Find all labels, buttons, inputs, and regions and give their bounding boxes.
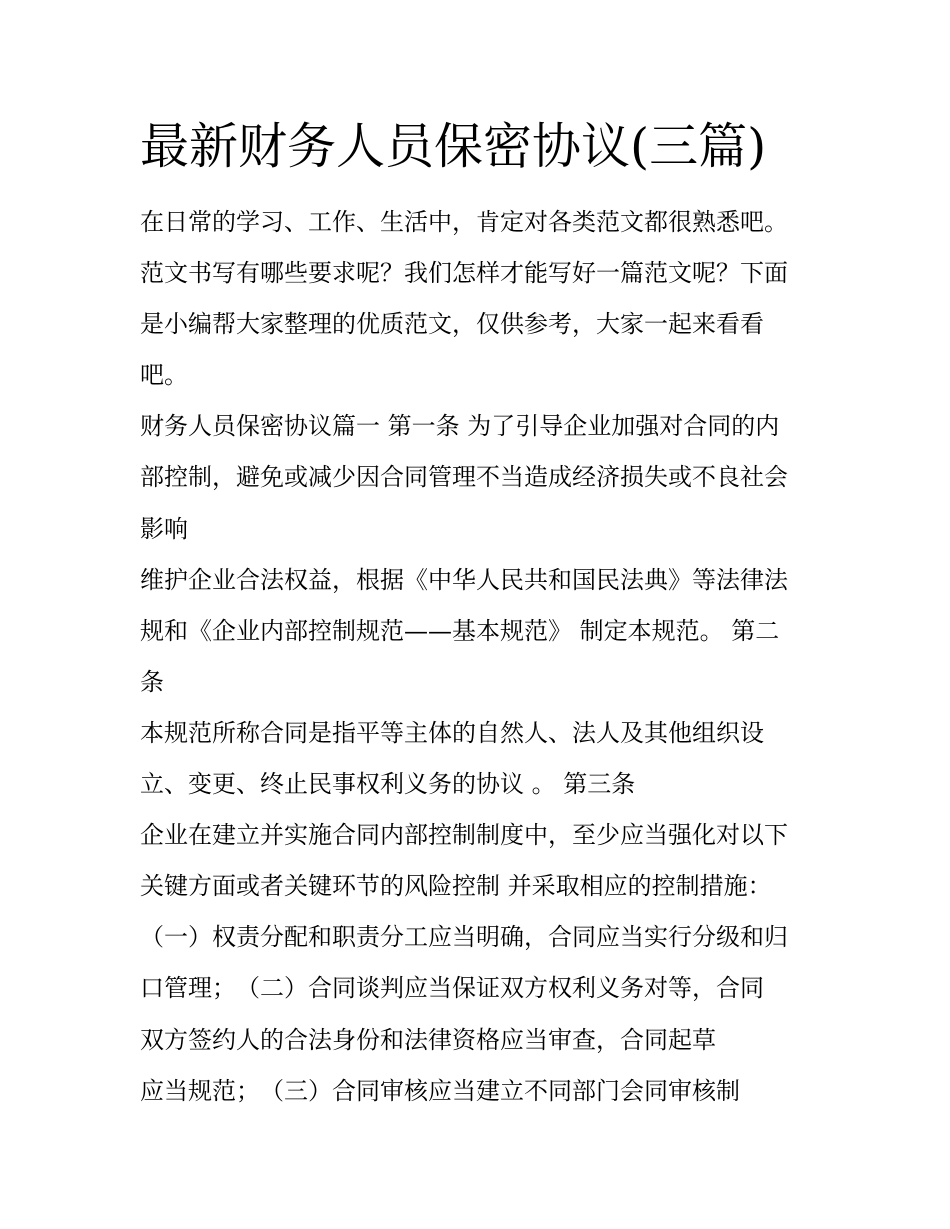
body-line: 规和《企业内部控制规范——基本规范》 制定本规范。 第二 [140, 616, 780, 645]
body-line: 维护企业合法权益，根据《中华人民共和国民法典》等法律法 [140, 565, 788, 594]
body-line: 范文书写有哪些要求呢？我们怎样才能写好一篇范文呢？下面 [140, 259, 788, 288]
document-title: 最新财务人员保密协议(三篇) [140, 118, 767, 175]
document-body [140, 197, 830, 1117]
body-line: 立、变更、终止民事权利义务的协议 。 第三条 [140, 770, 636, 799]
body-line: 关键方面或者关键环节的风险控制 并采取相应的控制措施： [140, 872, 772, 901]
body-line: 条 [140, 667, 164, 696]
body-line: 在日常的学习、工作、生活中，肯定对各类范文都很熟悉吧。 [140, 208, 788, 236]
body-line: 应当规范； （三）合同审核应当建立不同部门会同审核制 [140, 1076, 740, 1105]
body-line: 影响 [140, 514, 188, 543]
body-line: 部控制，避免或减少因合同管理不当造成经济损失或不良社会 [140, 463, 788, 492]
body-line: 口管理； （二）合同谈判应当保证双方权利义务对等，合同 [140, 974, 764, 1003]
body-line: 本规范所称合同是指平等主体的自然人、法人及其他组织设 [140, 718, 764, 747]
body-line: 是小编帮大家整理的优质范文，仅供参考，大家一起来看看 [140, 310, 764, 339]
body-line: 企业在建立并实施合同内部控制制度中，至少应当强化对以下 [140, 821, 788, 850]
body-line: 吧。 [140, 361, 188, 390]
body-line: （一）权责分配和职责分工应当明确，合同应当实行分级和归 [140, 923, 788, 952]
body-line: 双方签约人的合法身份和法律资格应当审查，合同起草 [140, 1025, 716, 1054]
body-line: 财务人员保密协议篇一 第一条 为了引导企业加强对合同的内 [140, 412, 780, 441]
